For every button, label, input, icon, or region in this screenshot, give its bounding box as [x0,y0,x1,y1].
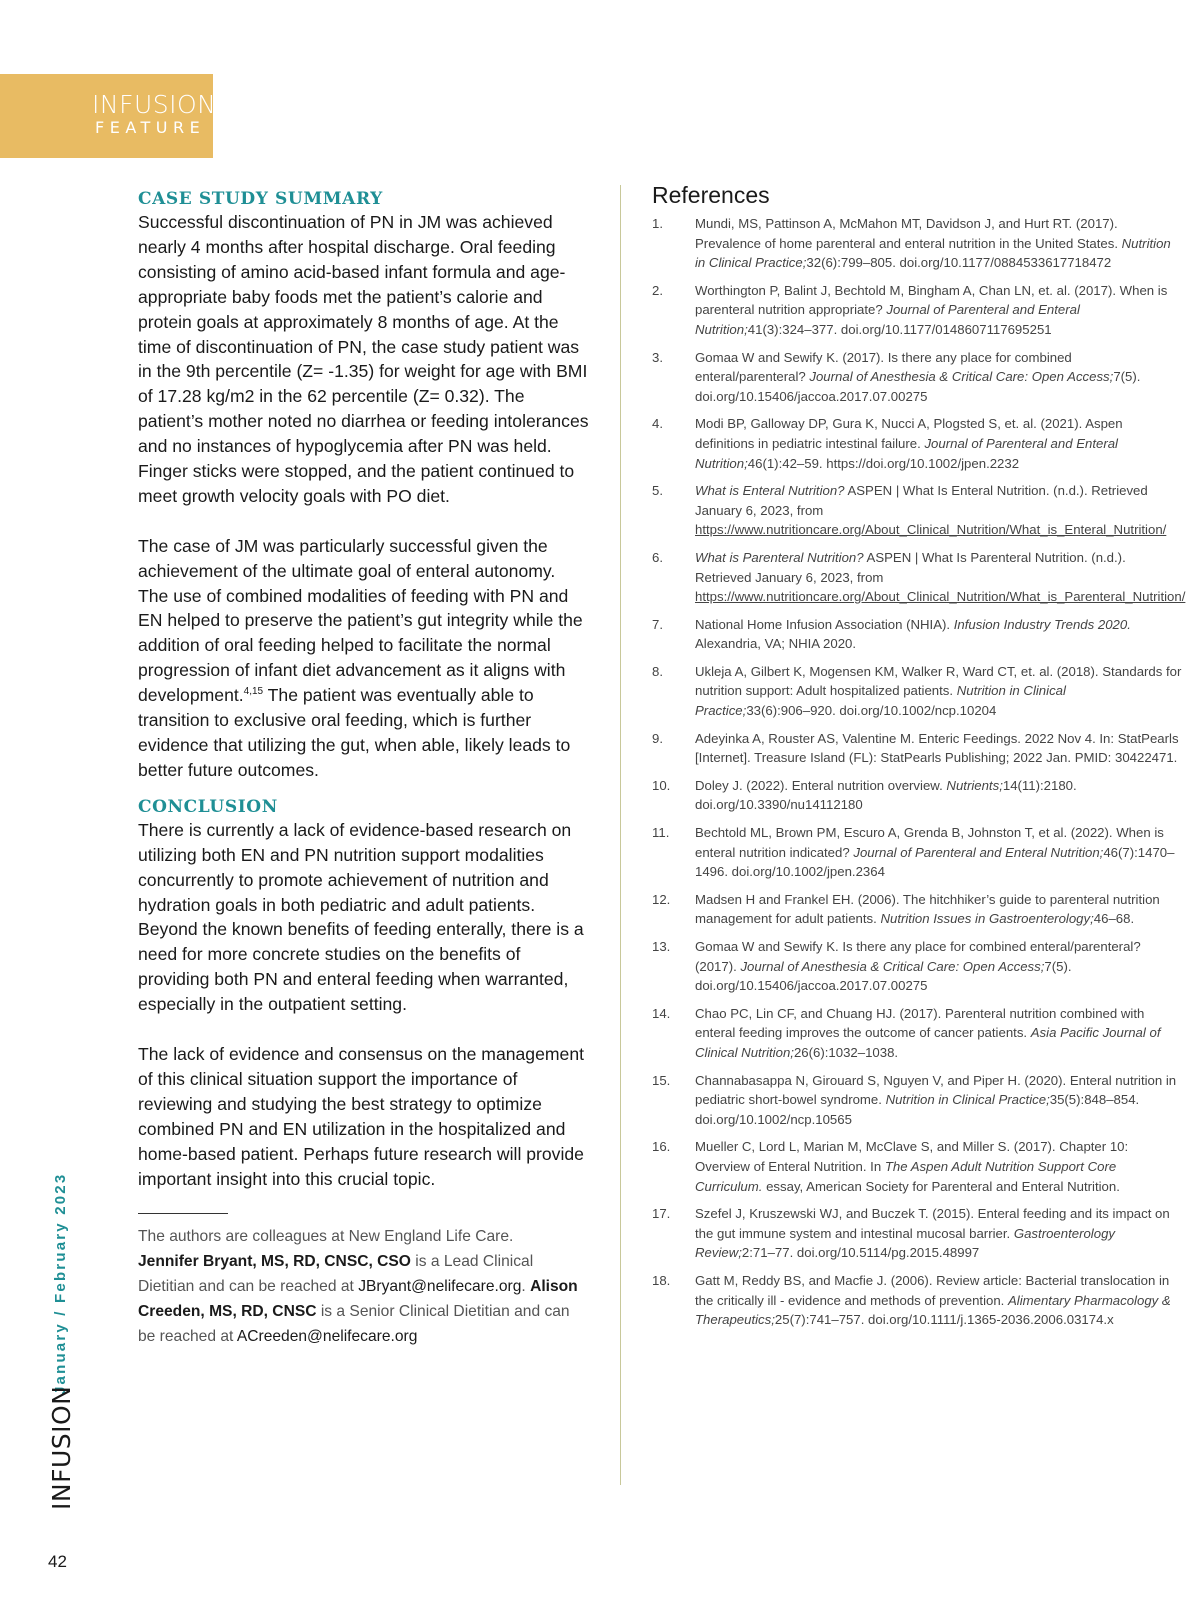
reference-authors: ASPEN | What Is Parenteral Nutrition. (n.d.). Retrieved January 6, 2023, from [695,549,1126,585]
reference-item [652,937,1184,996]
reference-text [695,416,1123,470]
references-section [652,180,1184,1338]
reference-item [652,481,1184,540]
feature-badge [0,74,217,158]
footer-logo: INFUSION [47,1385,76,1510]
reference-link[interactable]: https://www.nutritioncare.org/About_Clinical_Nutrition/What_is_Parenteral_Nutrition/ [695,589,1186,605]
reference-number: 4. [652,416,663,432]
reference-journal: Nutrition in Clinical Practice; [695,235,1171,271]
reference-citation: 7(5). doi.org/10.15406/jaccoa.2017.07.00275 [695,369,1141,404]
case-study-paragraph-1: Successful discontinuation of PN in JM was achieved nearly 4 months after hospital discharge. Oral feeding consisting of amino acid-based infant formula and age-appropriate baby foods met the patient’s calorie and protein goals at approximately 8 months of age. At the time of discontinuation of PN, the case study patient was in the 9th percentile (Z= -1.35) for weight for age with BMI of 17.28 kg/m2 in the 62 percentile (Z= 0.32). The patient’s mother noted no diarrhea or feeding intolerances and no instances of hypoglycemia after PN was held. Finger sticks were stopped, and the patient continued to meet growth velocity goals with PO diet. [138,212,589,506]
reference-journal: Alimentary Pharmacology & Therapeutics; [695,1292,1171,1328]
author-separator: . [521,1278,531,1296]
reference-item [652,548,1184,607]
author-role-1: is a Lead Clinical Dietitian and can be reached at [138,1253,534,1296]
column-divider [620,185,621,1485]
reference-text [695,483,1166,537]
reference-text [695,1073,1176,1127]
reference-journal: Journal of Parenteral and Enteral Nutrition; [695,302,1080,337]
section-label: FEATURE [95,118,206,137]
reference-citation: 2:71–77. doi.org/10.5114/pg.2015.48997 [741,1245,980,1261]
reference-item [652,214,1184,273]
author-email-1[interactable]: JBryant@nelifecare.org [358,1278,522,1296]
reference-number: 12. [652,891,671,907]
reference-citation: 7(5). doi.org/10.15406/jaccoa.2017.07.00275 [695,958,1072,994]
conclusion-paragraph-2: The lack of evidence and consensus on the management of this clinical situation support the importance of reviewing and studying the best strategy to optimize combined PN and EN utilization in the hospitalized and home-based patient. Perhaps future research will provide important insight into this crucial topic. [138,1043,584,1189]
author-name-1: Jennifer Bryant, MS, RD, CNSC, CSO [138,1253,411,1271]
reference-item [652,281,1184,340]
reference-title: What is Parenteral Nutrition? [695,549,864,565]
reference-link[interactable]: https://www.nutritioncare.org/About_Clinical_Nutrition/What_is_Enteral_Nutrition/ [695,522,1167,538]
reference-authors: Mueller C, Lord L, Marian M, McClave S, and Miller S. (2017). Chapter 10: Overview of Enteral Nutrition. In [695,1139,1129,1174]
reference-journal: Infusion Industry Trends 2020. [953,616,1131,632]
reference-journal: Journal of Parenteral and Enteral Nutrition; [853,844,1104,860]
reference-journal: Journal of Parenteral and Enteral Nutrition; [695,435,1118,471]
reference-text [695,778,1077,813]
references-title: References [652,182,770,208]
footnote-rule [138,1213,228,1214]
reference-item [652,615,1184,654]
reference-item [652,414,1184,473]
reference-text [695,1273,1171,1327]
reference-number: 14. [652,1005,671,1021]
conclusion-paragraph-1: There is currently a lack of evidence-based research on utilizing both EN and PN nutrition support modalities concurrently to promote achievement of nutrition and hydration goals in both pediatric and adult patients. Beyond the known benefits of feeding enterally, there is a need for more concrete studies on the benefits of providing both PN and enteral feeding when warranted, especially in the outpatient setting. [138,819,584,1015]
reference-text [695,892,1160,927]
reference-citation: 25(7):741–757. doi.org/10.1111/j.1365-2036.2006.03174.x [774,1312,1114,1328]
reference-number: 1. [652,216,663,231]
reference-citation: 46(1):42–59. https://doi.org/10.1002/jpen.2232 [747,455,1020,471]
reference-authors: Worthington P, Balint J, Bechtold M, Bingham A, Chan LN, et. al. (2017). When is parenteral nutrition appropriate? [695,282,1168,318]
reference-authors: Bechtold ML, Brown PM, Escuro A, Grenda B, Johnston T, et al. (2022). When is enteral nutrition indicated? [695,825,1164,860]
reference-number: 3. [652,349,663,365]
reference-item [652,776,1184,815]
reference-text [695,617,1131,652]
reference-number: 8. [652,663,663,679]
reference-number: 2. [652,282,663,298]
reference-text [695,550,1185,604]
case-study-heading: CASE STUDY SUMMARY [138,189,383,209]
reference-number: 15. [652,1072,671,1088]
citation-superscript: 4,15 [243,686,264,698]
reference-item [652,729,1184,768]
reference-text [695,939,1141,993]
case-study-paragraph-2 [138,534,590,783]
reference-number: 7. [652,616,663,632]
reference-text [695,1206,1170,1260]
author-name-2: Alison Creeden, MS, RD, CNSC [138,1278,578,1321]
reference-authors: Adeyinka A, Rouster AS, Valentine M. Enteric Feedings. 2022 Nov 4. In: StatPearls [Internet]. Treasure Island (FL): StatPearls Publishing; 2022 Jan. PMID: 30422471. [695,730,1179,766]
reference-text [695,350,1140,404]
author-intro: The authors are colleagues at New England Life Care. [138,1228,514,1246]
reference-authors: National Home Infusion Association (NHIA). [695,616,954,632]
reference-journal: Nutrients; [946,777,1003,793]
reference-text [695,825,1174,879]
reference-journal: Asia Pacific Journal of Clinical Nutrition; [695,1025,1161,1060]
reference-number: 10. [652,777,671,793]
reference-item [652,1204,1184,1263]
reference-citation: 41(3):324–377. doi.org/10.1177/0148607117695251 [747,321,1052,337]
reference-citation: 46(7):1470–1496. doi.org/10.1002/jpen.2364 [695,844,1175,880]
reference-journal: Nutrition in Clinical Practice; [885,1092,1050,1108]
reference-list [652,214,1184,1330]
reference-number: 9. [652,730,663,746]
reference-journal: Nutrition Issues in Gastroenterology; [880,911,1094,927]
reference-item [652,662,1184,721]
reference-text [695,1006,1161,1060]
reference-authors: Madsen H and Frankel EH. (2006). The hitchhiker’s guide to parenteral nutrition management for adult patients. [695,891,1160,927]
author-info [138,1225,590,1350]
reference-citation: essay, American Society for Parenteral and Enteral Nutrition. [762,1178,1120,1194]
reference-citation: 32(6):799–805. doi.org/10.1177/0884533617718472 [806,255,1112,271]
paragraph-text: The patient was eventually able to transition to exclusive oral feeding, which is further evidence that utilizing the gut, when able, likely leads to better future outcomes. [138,685,571,780]
reference-citation: 35(5):848–854. doi.org/10.1002/ncp.10565 [695,1092,1140,1127]
paragraph-text: The case of JM was particularly successful given the achievement of the ultimate goal of enteral autonomy. The use of combined modalities of feeding with PN and EN helped to preserve the patient’s gut integrity while the addition of oral feeding helped to facilitate the normal progression of infant diet advancement as it aligns with development. [138,535,583,706]
main-column [138,188,590,1350]
reference-item [652,1004,1184,1063]
reference-item [652,890,1184,929]
issue-date: January / February 2023 [52,1172,69,1395]
reference-authors: Gomaa W and Sewify K. (2017). Is there any place for combined enteral/parenteral? [695,349,1072,385]
reference-citation: 46–68. [1093,911,1135,927]
reference-text [695,664,1181,718]
reference-citation: Alexandria, VA; NHIA 2020. [695,636,857,652]
conclusion-heading: CONCLUSION [138,796,278,817]
reference-number: 13. [652,939,671,954]
reference-journal: Journal of Anesthesia & Critical Care: Open Access; [809,369,1114,385]
reference-authors: Chao PC, Lin CF, and Chuang HJ. (2017). Parenteral nutrition combined with enteral feeding improves the outcome of cancer patients. [695,1005,1145,1041]
reference-journal: Gastroenterology Review; [695,1225,1116,1261]
reference-number: 18. [652,1272,671,1288]
author-email-2[interactable]: ACreeden@nelifecare.org [236,1328,418,1346]
reference-number: 11. [652,825,670,841]
author-role-2: is a Senior Clinical Dietitian and can be reached at [138,1303,570,1346]
infusion-logo: INFUSION [92,90,217,119]
reference-authors: Szefel J, Kruszewski WJ, and Buczek T. (2015). Enteral feeding and its impact on the gut immune system and intestinal mucosal barrier. [695,1206,1170,1241]
reference-item [652,823,1184,882]
reference-journal: The Aspen Adult Nutrition Support Core Curriculum. [695,1158,1117,1194]
reference-authors: ASPEN | What Is Enteral Nutrition. (n.d.). Retrieved January 6, 2023, from [695,483,1148,518]
reference-authors: Ukleja A, Gilbert K, Mogensen KM, Walker R, Ward CT, et. al. (2018). Standards for nutrition support: Adult hospitalized patients. [695,663,1182,699]
reference-authors: Doley J. (2022). Enteral nutrition overview. [695,777,947,793]
reference-number: 5. [652,483,663,499]
reference-title: What is Enteral Nutrition? [695,483,845,499]
reference-text [695,283,1167,337]
reference-authors: Channabasappa N, Girouard S, Nguyen V, and Piper H. (2020). Enteral nutrition in pediatric short-bowel syndrome. [695,1072,1177,1108]
reference-item [652,1071,1184,1130]
reference-number: 16. [652,1139,671,1155]
reference-authors: Modi BP, Galloway DP, Gura K, Nucci A, Plogsted S, et. al. (2021). Aspen definitions in pediatric intestinal failure. [695,416,1123,451]
reference-number: 6. [652,549,663,565]
reference-citation: 14(11):2180. doi.org/10.3390/nu14112180 [695,777,1077,813]
reference-number: 17. [652,1206,671,1222]
reference-citation: 33(6):906–920. doi.org/10.1002/ncp.10204 [746,703,997,719]
reference-item [652,1271,1184,1330]
reference-journal: Journal of Anesthesia & Critical Care: Open Access; [740,958,1045,974]
reference-citation: 26(6):1032–1038. [793,1044,899,1060]
reference-item [652,348,1184,407]
reference-item [652,1137,1184,1196]
reference-text [695,1139,1128,1193]
reference-journal: Nutrition in Clinical Practice; [695,683,1066,719]
reference-text [695,731,1179,766]
reference-authors: Gatt M, Reddy BS, and Macfie J. (2006). Review article: Bacterial translocation in the critically ill - evidence and methods of prevention. [695,1272,1170,1308]
reference-authors: Gomaa W and Sewify K. Is there any place for combined enteral/parenteral? (2017). [695,939,1141,974]
reference-text [695,216,1171,270]
reference-authors: Mundi, MS, Pattinson A, McMahon MT, Davidson J, and Hurt RT. (2017). Prevalence of home parenteral and enteral nutrition in the United States. [695,216,1122,251]
page-number: 42 [48,1552,67,1571]
